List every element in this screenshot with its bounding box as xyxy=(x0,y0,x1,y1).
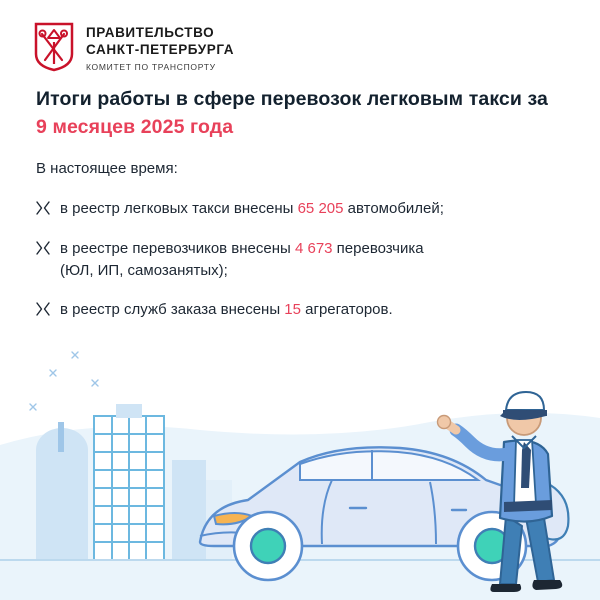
page-title xyxy=(36,86,556,141)
list-item-value: 65 205 xyxy=(297,200,344,217)
header xyxy=(34,22,234,72)
list-item-text-after: агрегаторов. xyxy=(300,301,393,319)
title-main: Итоги работы в сфере перевозок легковым такси за xyxy=(36,88,548,110)
list-item-text-before: в реестре перевозчиков внесены xyxy=(60,239,295,257)
list-item xyxy=(36,198,576,220)
list-item-value: 4 673 xyxy=(294,239,333,257)
org-line-3: КОМИТЕТ ПО ТРАНСПОРТУ xyxy=(86,61,216,72)
intro-text: В настоящее время: xyxy=(36,160,178,177)
diamond-bullet-icon xyxy=(36,238,60,255)
list-item-text-after: перевозчика xyxy=(332,239,424,257)
title-highlight: 9 месяцев 2025 года xyxy=(36,115,234,138)
saint-petersburg-coat-of-arms-icon xyxy=(34,22,74,72)
diamond-bullet-icon xyxy=(36,299,60,316)
list-item-text xyxy=(60,238,424,282)
bullet-list xyxy=(36,198,576,339)
list-item-text-second-line: (ЮЛ, ИП, самозанятых); xyxy=(60,261,228,279)
list-item-text-before: в реестр легковых такси внесены xyxy=(60,200,298,217)
list-item-value: 15 xyxy=(284,301,301,319)
list-item-text-after: автомобилей; xyxy=(343,200,444,217)
list-item-text xyxy=(60,299,393,321)
diamond-bullet-icon xyxy=(36,198,60,215)
org-line-1: ПРАВИТЕЛЬСТВО xyxy=(86,25,215,40)
list-item xyxy=(36,299,576,321)
organization-name xyxy=(86,22,234,72)
org-line-2: САНКТ-ПЕТЕРБУРГА xyxy=(86,41,235,57)
list-item-text-before: в реестр служб заказа внесены xyxy=(60,301,285,319)
taxi-driver-and-car-illustration xyxy=(0,330,600,600)
list-item-text xyxy=(60,198,444,220)
list-item xyxy=(36,238,576,282)
decorative-sparkles xyxy=(30,352,98,410)
